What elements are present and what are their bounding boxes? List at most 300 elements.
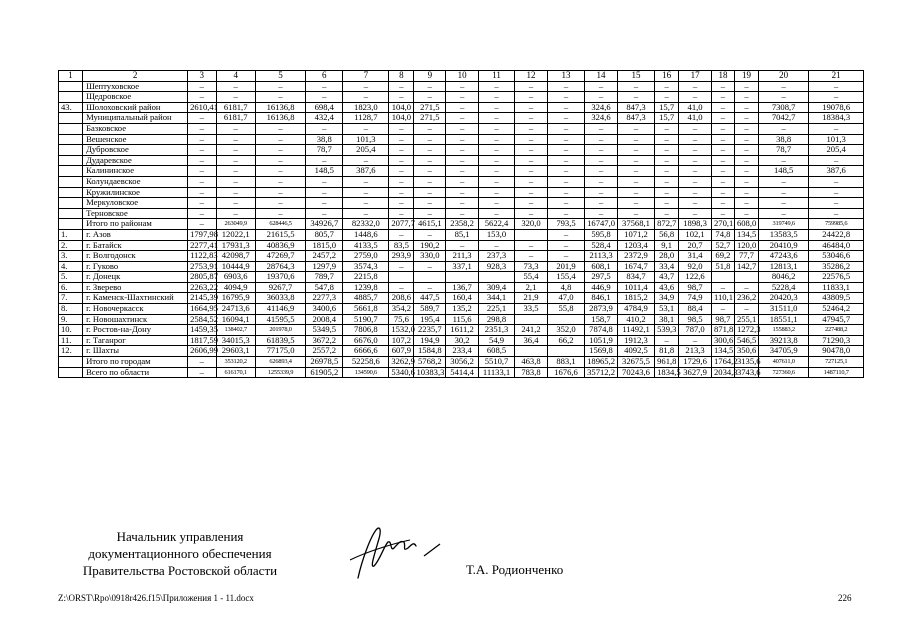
- value-cell: 1569,8: [585, 346, 618, 357]
- value-cell: 138402,7: [216, 325, 255, 336]
- value-cell: 11833,1: [809, 282, 864, 293]
- value-cell: 6903,6: [216, 272, 255, 283]
- value-cell: 6676,0: [343, 335, 389, 346]
- row-number-cell: 8.: [59, 304, 83, 315]
- value-cell: –: [547, 198, 584, 209]
- value-cell: 2263,22: [188, 282, 216, 293]
- value-cell: 324,6: [585, 113, 618, 124]
- value-cell: [515, 346, 548, 357]
- table-row: [59, 219, 864, 230]
- value-cell: –: [679, 208, 712, 219]
- value-cell: 42098,7: [216, 251, 255, 262]
- value-cell: –: [446, 134, 479, 145]
- header-cell: 8: [389, 71, 414, 82]
- value-cell: –: [734, 198, 758, 209]
- value-cell: –: [479, 166, 515, 177]
- value-cell: 847,3: [617, 102, 654, 113]
- value-cell: 5190,7: [343, 314, 389, 325]
- row-number-cell: [59, 92, 83, 103]
- value-cell: –: [414, 261, 446, 272]
- value-cell: –: [479, 113, 515, 124]
- value-cell: –: [655, 198, 679, 209]
- value-cell: 872,7: [655, 219, 679, 230]
- value-cell: –: [306, 92, 343, 103]
- position-line-1: Начальник управления: [116, 529, 244, 544]
- header-cell: 13: [547, 71, 584, 82]
- value-cell: 194,9: [414, 335, 446, 346]
- file-path: Z:\ORST\Rpo\0918r426.f15\Приложения 1 - 11.docx: [58, 593, 254, 603]
- value-cell: 55,4: [515, 272, 548, 283]
- value-cell: –: [711, 92, 734, 103]
- value-cell: –: [306, 208, 343, 219]
- value-cell: –: [759, 81, 809, 92]
- row-number-cell: [59, 113, 83, 124]
- value-cell: –: [547, 113, 584, 124]
- value-cell: 4784,9: [617, 304, 654, 315]
- row-number-cell: [59, 81, 83, 92]
- value-cell: –: [547, 102, 584, 113]
- value-cell: 1823,0: [343, 102, 389, 113]
- value-cell: 17931,3: [216, 240, 255, 251]
- value-cell: 337,1: [446, 261, 479, 272]
- value-cell: 24422,8: [809, 229, 864, 240]
- value-cell: 61905,2: [306, 367, 343, 378]
- table-row: [59, 346, 864, 357]
- value-cell: 608,1: [585, 261, 618, 272]
- value-cell: –: [759, 198, 809, 209]
- value-cell: 135,2: [446, 304, 479, 315]
- value-cell: –: [809, 208, 864, 219]
- value-cell: 6181,7: [216, 113, 255, 124]
- value-cell: –: [679, 166, 712, 177]
- value-cell: 2753,91: [188, 261, 216, 272]
- value-cell: –: [389, 176, 414, 187]
- value-cell: –: [188, 145, 216, 156]
- value-cell: 29603,1: [216, 346, 255, 357]
- value-cell: –: [515, 240, 548, 251]
- value-cell: –: [255, 92, 305, 103]
- value-cell: 1448,6: [343, 229, 389, 240]
- row-number-cell: [59, 219, 83, 230]
- header-cell: 20: [759, 71, 809, 82]
- value-cell: 300,6: [711, 335, 734, 346]
- value-cell: [515, 314, 548, 325]
- value-cell: –: [617, 145, 654, 156]
- name-cell: Шептуховское: [83, 81, 188, 92]
- value-cell: 20420,3: [759, 293, 809, 304]
- value-cell: 7308,7: [759, 102, 809, 113]
- name-cell: г. Азов: [83, 229, 188, 240]
- table-row: [59, 240, 864, 251]
- value-cell: 1815,2: [617, 293, 654, 304]
- value-cell: 608,0: [734, 219, 758, 230]
- value-cell: 56,8: [655, 229, 679, 240]
- value-cell: –: [711, 282, 734, 293]
- value-cell: –: [255, 81, 305, 92]
- value-cell: –: [547, 123, 584, 134]
- value-cell: 77175,0: [255, 346, 305, 357]
- value-cell: –: [446, 92, 479, 103]
- value-cell: –: [255, 198, 305, 209]
- value-cell: –: [414, 229, 446, 240]
- value-cell: 21615,5: [255, 229, 305, 240]
- value-cell: 324,6: [585, 102, 618, 113]
- value-cell: 1128,7: [343, 113, 389, 124]
- row-number-cell: 6.: [59, 282, 83, 293]
- value-cell: –: [809, 123, 864, 134]
- value-cell: 237,3: [479, 251, 515, 262]
- value-cell: 195,4: [414, 314, 446, 325]
- value-cell: 34705,9: [759, 346, 809, 357]
- row-number-cell: [59, 198, 83, 209]
- value-cell: 155,4: [547, 272, 584, 283]
- value-cell: –: [679, 92, 712, 103]
- value-cell: 2759,0: [343, 251, 389, 262]
- value-cell: 447,5: [414, 293, 446, 304]
- value-cell: –: [734, 92, 758, 103]
- value-cell: 410,2: [617, 314, 654, 325]
- name-cell: Итого по районам: [83, 219, 188, 230]
- value-cell: –: [216, 155, 255, 166]
- value-cell: –: [446, 123, 479, 134]
- value-cell: 2610,41: [188, 102, 216, 113]
- name-cell: г. Шахты: [83, 346, 188, 357]
- value-cell: 352,0: [547, 325, 584, 336]
- value-cell: 270,1: [711, 219, 734, 230]
- value-cell: –: [547, 134, 584, 145]
- value-cell: –: [216, 176, 255, 187]
- value-cell: –: [188, 123, 216, 134]
- value-cell: –: [547, 187, 584, 198]
- name-cell: Всего по области: [83, 367, 188, 378]
- value-cell: –: [547, 208, 584, 219]
- table-row: [59, 367, 864, 378]
- value-cell: 2145,39: [188, 293, 216, 304]
- value-cell: –: [216, 166, 255, 177]
- value-cell: –: [446, 145, 479, 156]
- value-cell: –: [306, 81, 343, 92]
- value-cell: 41,0: [679, 102, 712, 113]
- value-cell: –: [734, 134, 758, 145]
- name-cell: Базковское: [83, 123, 188, 134]
- value-cell: –: [389, 261, 414, 272]
- value-cell: 3400,6: [306, 304, 343, 315]
- header-cell: 14: [585, 71, 618, 82]
- value-cell: –: [585, 166, 618, 177]
- value-cell: 82332,0: [343, 219, 389, 230]
- value-cell: 142,7: [734, 261, 758, 272]
- value-cell: –: [734, 145, 758, 156]
- value-cell: 2277,41: [188, 240, 216, 251]
- value-cell: 227488,2: [809, 325, 864, 336]
- value-cell: –: [617, 134, 654, 145]
- header-cell: 6: [306, 71, 343, 82]
- value-cell: 104,0: [389, 102, 414, 113]
- value-cell: –: [255, 176, 305, 187]
- header-cell: 3: [188, 71, 216, 82]
- value-cell: –: [655, 145, 679, 156]
- value-cell: –: [479, 145, 515, 156]
- value-cell: 2077,7: [389, 219, 414, 230]
- value-cell: –: [446, 113, 479, 124]
- value-cell: 13583,5: [759, 229, 809, 240]
- value-cell: –: [188, 219, 216, 230]
- value-cell: –: [446, 240, 479, 251]
- value-cell: –: [389, 145, 414, 156]
- value-cell: –: [255, 166, 305, 177]
- value-cell: 5622,4: [479, 219, 515, 230]
- name-cell: г. Новочеркасск: [83, 304, 188, 315]
- row-number-cell: [59, 367, 83, 378]
- name-cell: Вешенское: [83, 134, 188, 145]
- value-cell: 205,4: [809, 145, 864, 156]
- value-cell: 43,6: [655, 282, 679, 293]
- value-cell: –: [617, 81, 654, 92]
- value-cell: 3135,6: [734, 357, 758, 368]
- value-cell: –: [389, 187, 414, 198]
- value-cell: –: [255, 123, 305, 134]
- value-cell: –: [547, 145, 584, 156]
- value-cell: –: [734, 155, 758, 166]
- value-cell: –: [216, 81, 255, 92]
- name-cell: Дударевское: [83, 155, 188, 166]
- value-cell: 834,7: [617, 272, 654, 283]
- value-cell: 626893,4: [255, 357, 305, 368]
- value-cell: 539,3: [655, 325, 679, 336]
- value-cell: –: [216, 208, 255, 219]
- value-cell: 53,1: [655, 304, 679, 315]
- value-cell: 12813,1: [759, 261, 809, 272]
- value-cell: –: [414, 145, 446, 156]
- value-cell: 19370,6: [255, 272, 305, 283]
- value-cell: 36033,8: [255, 293, 305, 304]
- header-cell: 4: [216, 71, 255, 82]
- value-cell: –: [255, 145, 305, 156]
- value-cell: –: [711, 198, 734, 209]
- name-cell: Кружилинское: [83, 187, 188, 198]
- table-row: [59, 155, 864, 166]
- value-cell: 20,7: [679, 240, 712, 251]
- value-cell: 47269,7: [255, 251, 305, 262]
- value-cell: –: [216, 123, 255, 134]
- value-cell: 236,2: [734, 293, 758, 304]
- value-cell: 46484,0: [809, 240, 864, 251]
- value-cell: 2372,9: [617, 251, 654, 262]
- value-cell: –: [759, 155, 809, 166]
- value-cell: –: [679, 187, 712, 198]
- value-cell: –: [547, 176, 584, 187]
- row-number-cell: [59, 123, 83, 134]
- header-cell: 11: [479, 71, 515, 82]
- value-cell: –: [759, 208, 809, 219]
- value-cell: 1611,2: [446, 325, 479, 336]
- table-row: [59, 92, 864, 103]
- value-cell: –: [734, 187, 758, 198]
- value-cell: –: [306, 176, 343, 187]
- value-cell: 201978,0: [255, 325, 305, 336]
- value-cell: –: [585, 155, 618, 166]
- value-cell: –: [343, 176, 389, 187]
- signatory-position: [60, 528, 300, 579]
- value-cell: 298,8: [479, 314, 515, 325]
- row-number-cell: 12.: [59, 346, 83, 357]
- value-cell: 293,9: [389, 251, 414, 262]
- table-row: [59, 187, 864, 198]
- value-cell: –: [547, 251, 584, 262]
- row-number-cell: 9.: [59, 314, 83, 325]
- value-cell: –: [711, 176, 734, 187]
- value-cell: –: [188, 208, 216, 219]
- value-cell: 52464,2: [809, 304, 864, 315]
- row-number-cell: [59, 145, 83, 156]
- value-cell: –: [734, 176, 758, 187]
- value-cell: 213,3: [679, 346, 712, 357]
- value-cell: 51,8: [711, 261, 734, 272]
- value-cell: 309,4: [479, 282, 515, 293]
- value-cell: 74,8: [711, 229, 734, 240]
- value-cell: 4094,9: [216, 282, 255, 293]
- value-cell: 387,6: [343, 166, 389, 177]
- value-cell: –: [446, 208, 479, 219]
- name-cell: Шолоховский район: [83, 102, 188, 113]
- value-cell: 160,4: [446, 293, 479, 304]
- value-cell: –: [679, 176, 712, 187]
- value-cell: 38,8: [306, 134, 343, 145]
- value-cell: 4615,1: [414, 219, 446, 230]
- value-cell: –: [479, 187, 515, 198]
- name-cell: г. Каменск-Шахтинский: [83, 293, 188, 304]
- value-cell: –: [216, 92, 255, 103]
- value-cell: 34015,3: [216, 335, 255, 346]
- value-cell: –: [547, 92, 584, 103]
- value-cell: 4133,5: [343, 240, 389, 251]
- value-cell: –: [306, 155, 343, 166]
- value-cell: –: [479, 81, 515, 92]
- value-cell: –: [617, 123, 654, 134]
- value-cell: 36,4: [515, 335, 548, 346]
- value-cell: –: [711, 187, 734, 198]
- value-cell: –: [809, 176, 864, 187]
- value-cell: 2034,3: [711, 367, 734, 378]
- value-cell: –: [734, 113, 758, 124]
- value-cell: 2457,2: [306, 251, 343, 262]
- value-cell: 78,7: [306, 145, 343, 156]
- header-cell: 21: [809, 71, 864, 82]
- table-row: [59, 282, 864, 293]
- value-cell: –: [515, 145, 548, 156]
- value-cell: –: [255, 155, 305, 166]
- value-cell: 7874,8: [585, 325, 618, 336]
- value-cell: –: [711, 123, 734, 134]
- name-cell: Колундаевское: [83, 176, 188, 187]
- value-cell: 5768,2: [414, 357, 446, 368]
- table-row: [59, 293, 864, 304]
- position-line-2: документационного обеспечения: [88, 546, 272, 561]
- row-number-cell: 4.: [59, 261, 83, 272]
- value-cell: –: [547, 166, 584, 177]
- value-cell: 52258,6: [343, 357, 389, 368]
- value-cell: –: [515, 123, 548, 134]
- value-cell: 75,6: [389, 314, 414, 325]
- value-cell: 211,3: [446, 251, 479, 262]
- value-cell: –: [343, 81, 389, 92]
- value-cell: 628446,5: [255, 219, 305, 230]
- value-cell: –: [655, 187, 679, 198]
- value-cell: 104,0: [389, 113, 414, 124]
- value-cell: 271,5: [414, 102, 446, 113]
- value-cell: –: [414, 81, 446, 92]
- header-cell: 15: [617, 71, 654, 82]
- header-cell: 12: [515, 71, 548, 82]
- value-cell: 1297,9: [306, 261, 343, 272]
- value-cell: 107,2: [389, 335, 414, 346]
- value-cell: –: [343, 155, 389, 166]
- value-cell: 21,9: [515, 293, 548, 304]
- row-number-cell: 2.: [59, 240, 83, 251]
- value-cell: 961,8: [655, 357, 679, 368]
- value-cell: –: [585, 92, 618, 103]
- value-cell: 18551,1: [759, 314, 809, 325]
- value-cell: –: [389, 81, 414, 92]
- value-cell: –: [446, 176, 479, 187]
- value-cell: –: [479, 208, 515, 219]
- value-cell: 3672,2: [306, 335, 343, 346]
- value-cell: –: [515, 166, 548, 177]
- value-cell: –: [343, 123, 389, 134]
- value-cell: –: [711, 166, 734, 177]
- value-cell: 1764,2: [711, 357, 734, 368]
- value-cell: 6181,7: [216, 102, 255, 113]
- value-cell: –: [734, 123, 758, 134]
- value-cell: –: [547, 81, 584, 92]
- row-number-cell: 11.: [59, 335, 83, 346]
- value-cell: –: [711, 102, 734, 113]
- value-cell: 5228,4: [759, 282, 809, 293]
- header-cell: 1: [59, 71, 83, 82]
- value-cell: –: [479, 123, 515, 134]
- value-cell: 39213,8: [759, 335, 809, 346]
- name-cell: г. Волгодонск: [83, 251, 188, 262]
- value-cell: –: [389, 229, 414, 240]
- value-cell: 783,8: [515, 367, 548, 378]
- value-cell: 28,0: [655, 251, 679, 262]
- value-cell: 47243,6: [759, 251, 809, 262]
- header-cell: 17: [679, 71, 712, 82]
- value-cell: 928,3: [479, 261, 515, 272]
- value-cell: 5349,5: [306, 325, 343, 336]
- value-cell: –: [188, 155, 216, 166]
- value-cell: [711, 272, 734, 283]
- value-cell: 3743,6: [734, 367, 758, 378]
- value-cell: –: [711, 208, 734, 219]
- value-cell: 2008,4: [306, 314, 343, 325]
- value-cell: 608,5: [479, 346, 515, 357]
- value-cell: [547, 346, 584, 357]
- value-cell: –: [479, 134, 515, 145]
- value-cell: 2,1: [515, 282, 548, 293]
- value-cell: 153,0: [479, 229, 515, 240]
- value-cell: 1912,3: [617, 335, 654, 346]
- value-cell: –: [734, 102, 758, 113]
- value-cell: 34926,7: [306, 219, 343, 230]
- value-cell: 38,8: [759, 134, 809, 145]
- value-cell: 34,9: [655, 293, 679, 304]
- value-cell: –: [734, 166, 758, 177]
- header-cell: 5: [255, 71, 305, 82]
- value-cell: 297,5: [585, 272, 618, 283]
- value-cell: –: [515, 187, 548, 198]
- value-cell: 5340,6: [389, 367, 414, 378]
